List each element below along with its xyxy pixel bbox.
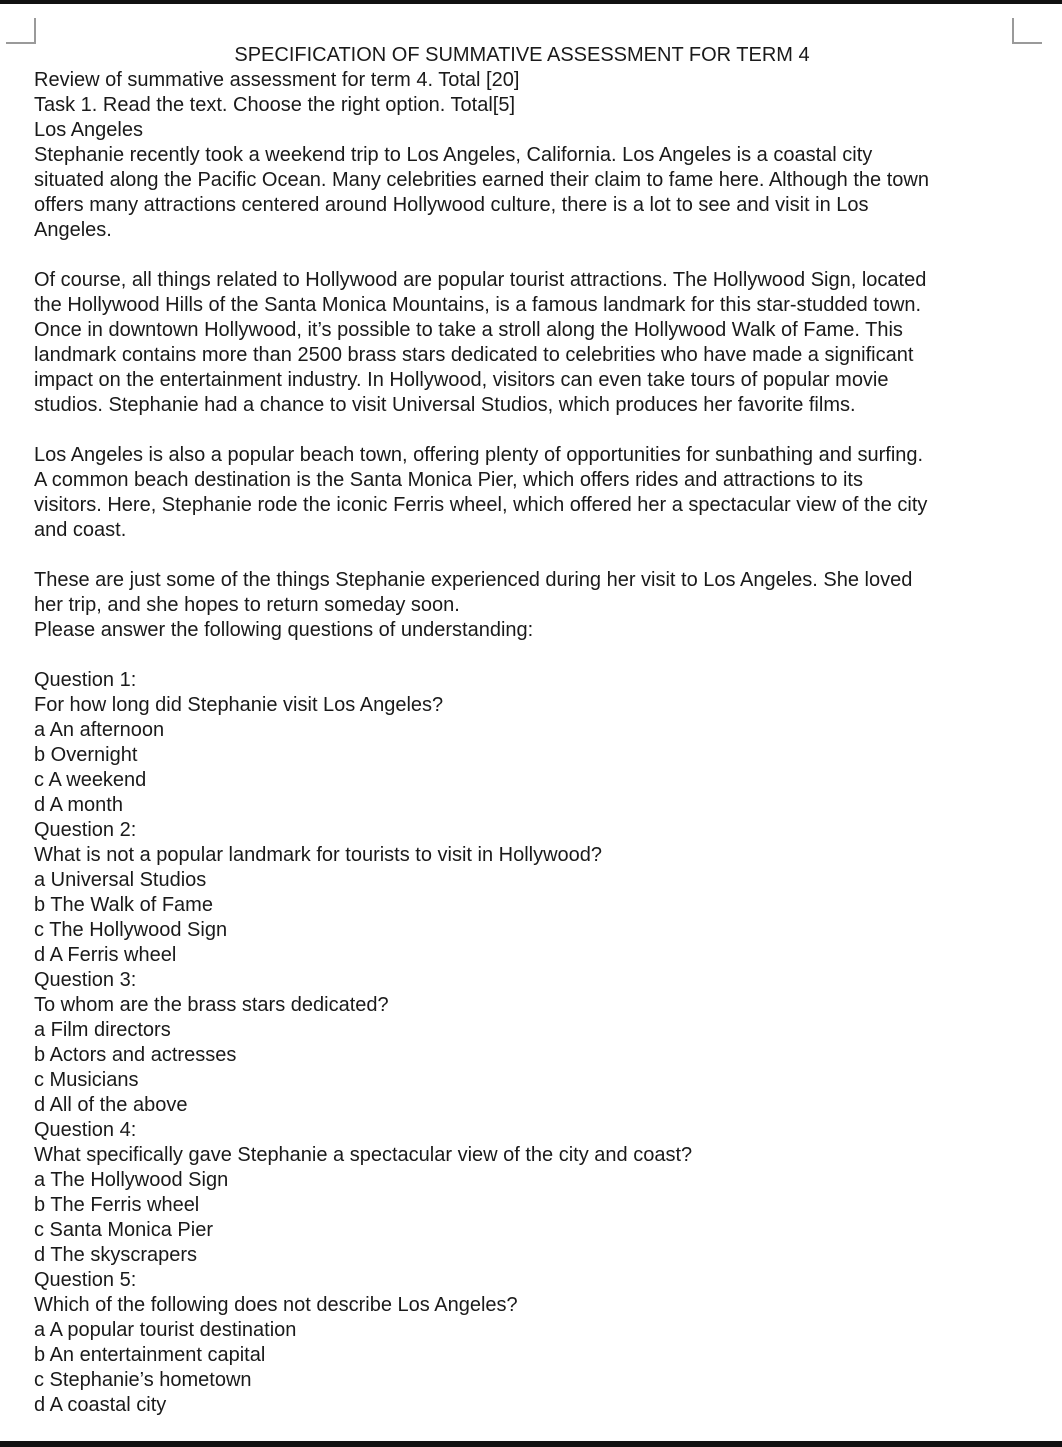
question-text: To whom are the brass stars dedicated? xyxy=(34,994,389,1016)
passage-line: landmark contains more than 2500 brass stars dedicated to celebrities who have made a significant xyxy=(34,344,914,366)
passage-paragraph-1 xyxy=(34,143,1024,243)
passage-line: and coast. xyxy=(34,519,127,541)
document-title: SPECIFICATION OF SUMMATIVE ASSESSMENT FOR TERM 4 xyxy=(234,44,810,66)
questions-section xyxy=(34,668,1024,1418)
question-text: Which of the following does not describe Los Angeles? xyxy=(34,1294,518,1316)
passage-line: Once in downtown Hollywood, it’s possible to take a stroll along the Hollywood Walk of Fame. This xyxy=(34,319,903,341)
answer-option: b Actors and actresses xyxy=(34,1044,237,1066)
top-border xyxy=(0,0,1062,4)
instruction-line: Please answer the following questions of understanding: xyxy=(34,619,534,641)
question-5 xyxy=(34,1268,1024,1418)
passage-paragraph-2 xyxy=(34,268,1024,418)
answer-option: b Overnight xyxy=(34,744,138,766)
answer-option: a Universal Studios xyxy=(34,869,207,891)
question-text: For how long did Stephanie visit Los Angeles? xyxy=(34,694,444,716)
answer-option: d All of the above xyxy=(34,1094,188,1116)
review-line: Review of summative assessment for term 4. Total [20] xyxy=(34,69,520,91)
passage-line: visitors. Here, Stephanie rode the iconic Ferris wheel, which offered her a spectacular view of the city xyxy=(34,494,928,516)
passage-line: situated along the Pacific Ocean. Many celebrities earned their claim to fame here. Although the town xyxy=(34,169,929,191)
passage-line: the Hollywood Hills of the Santa Monica Mountains, is a famous landmark for this star-studded town. xyxy=(34,294,922,316)
question-text: What is not a popular landmark for tourists to visit in Hollywood? xyxy=(34,844,603,866)
question-2 xyxy=(34,818,1024,968)
question-label: Question 2: xyxy=(34,819,137,841)
question-3 xyxy=(34,968,1024,1118)
passage-line: impact on the entertainment industry. In Hollywood, visitors can even take tours of popular movie xyxy=(34,369,889,391)
answer-option: a Film directors xyxy=(34,1019,171,1041)
answer-option: a A popular tourist destination xyxy=(34,1319,297,1341)
passage-line: Angeles. xyxy=(34,219,112,241)
answer-option: a The Hollywood Sign xyxy=(34,1169,229,1191)
answer-option: d A month xyxy=(34,794,123,816)
answer-option: c Stephanie’s hometown xyxy=(34,1369,252,1391)
question-1 xyxy=(34,668,1024,818)
answer-option: b The Ferris wheel xyxy=(34,1194,200,1216)
document-page xyxy=(34,43,1024,1418)
answer-option: d A coastal city xyxy=(34,1394,167,1416)
question-label: Question 1: xyxy=(34,669,137,691)
crop-mark-right-icon xyxy=(1012,18,1042,44)
bottom-border xyxy=(0,1441,1062,1447)
passage-line: A common beach destination is the Santa Monica Pier, which offers rides and attractions to its xyxy=(34,469,863,491)
task-line: Task 1. Read the text. Choose the right option. Total[5] xyxy=(34,94,516,116)
answer-option: d The skyscrapers xyxy=(34,1244,198,1266)
answer-option: b The Walk of Fame xyxy=(34,894,213,916)
passage-line: her trip, and she hopes to return someday soon. xyxy=(34,594,460,616)
answer-option: c Musicians xyxy=(34,1069,139,1091)
question-label: Question 3: xyxy=(34,969,137,991)
passage-line: Of course, all things related to Hollywood are popular tourist attractions. The Hollywood Sign, located xyxy=(34,269,927,291)
passage-line: These are just some of the things Stephanie experienced during her visit to Los Angeles. She loved xyxy=(34,569,913,591)
answer-option: c The Hollywood Sign xyxy=(34,919,228,941)
question-text: What specifically gave Stephanie a spectacular view of the city and coast? xyxy=(34,1144,693,1166)
passage-line: Los Angeles is also a popular beach town, offering plenty of opportunities for sunbathing and surfing. xyxy=(34,444,924,466)
question-label: Question 4: xyxy=(34,1119,137,1141)
passage-line: studios. Stephanie had a chance to visit Universal Studios, which produces her favorite films. xyxy=(34,394,856,416)
crop-mark-left-icon xyxy=(6,18,36,44)
question-4 xyxy=(34,1118,1024,1268)
passage-paragraph-3 xyxy=(34,443,1024,543)
answer-option: c Santa Monica Pier xyxy=(34,1219,213,1241)
passage-line: offers many attractions centered around Hollywood culture, there is a lot to see and visit in Los xyxy=(34,194,869,216)
question-label: Question 5: xyxy=(34,1269,137,1291)
text-title: Los Angeles xyxy=(34,119,143,141)
answer-option: b An entertainment capital xyxy=(34,1344,266,1366)
answer-option: c A weekend xyxy=(34,769,147,791)
answer-option: d A Ferris wheel xyxy=(34,944,177,966)
passage-paragraph-4 xyxy=(34,568,1024,643)
answer-option: a An afternoon xyxy=(34,719,165,741)
passage-line: Stephanie recently took a weekend trip to Los Angeles, California. Los Angeles is a coastal city xyxy=(34,144,873,166)
